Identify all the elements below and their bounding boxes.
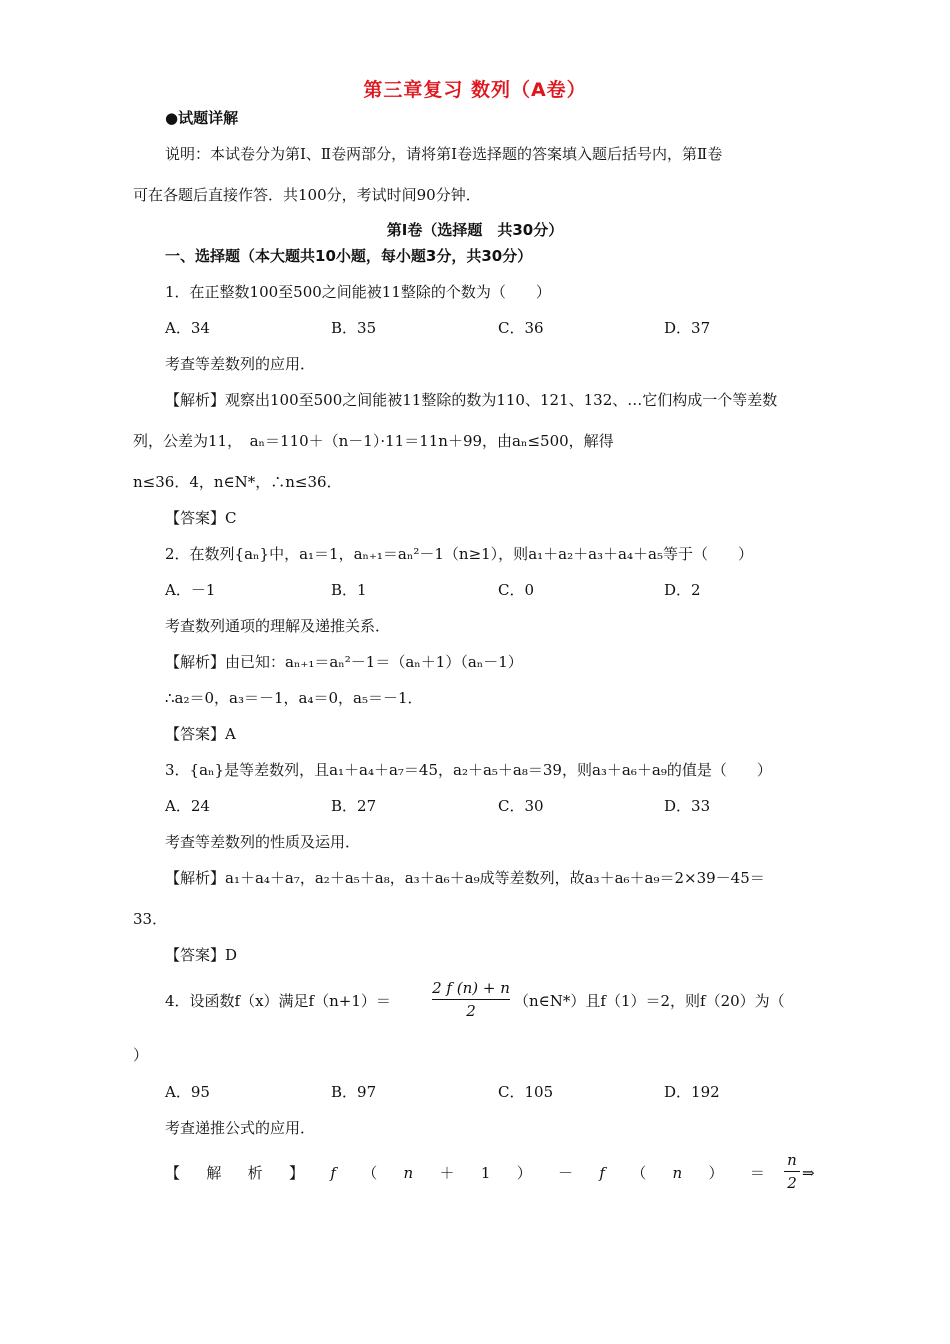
analysis-token: ＝ [749, 1164, 765, 1182]
question-3-analysis-2: 33． [133, 910, 168, 928]
question-4-analysis [165, 1163, 765, 1183]
question-2-topic: 考查数列通项的理解及递推关系． [165, 617, 391, 635]
question-2-option-a: A．－1 [165, 581, 216, 599]
question-2-answer: 【答案】A [165, 725, 236, 743]
question-1-answer: 【答案】C [165, 509, 237, 527]
question-1-analysis-3: n≤36．4，n∈N*，∴n≤36． [133, 473, 342, 491]
question-2-option-c: C．0 [498, 581, 535, 599]
analysis-token: ） [708, 1164, 724, 1182]
question-4-fraction-denominator: 2 [466, 1002, 476, 1020]
analysis-token: n [403, 1164, 414, 1182]
question-1-topic: 考查等差数列的应用． [165, 355, 316, 373]
question-4-option-c: C．105 [498, 1083, 554, 1101]
question-4-stem-tail: ） [133, 1046, 149, 1064]
analysis-token: ） [516, 1164, 532, 1182]
question-1-analysis-2: 列，公差为11， aₙ＝110＋（n－1）·11＝11n＋99，由aₙ≤500，解得 [133, 432, 614, 450]
question-4-fraction-numerator: 2 f (n) + n [432, 979, 510, 997]
question-2-stem: 2．在数列{aₙ}中，a₁＝1，aₙ₊₁＝aₙ²－1（n≥1），则a₁＋a₂＋a₃＋a₄＋a₅等于（ ） [165, 545, 753, 563]
question-2-analysis-2: ∴a₂＝0，a₃＝－1，a₄＝0，a₅＝－1． [165, 689, 423, 707]
question-3-option-c: C．30 [498, 797, 544, 815]
intro-line-1: 说明：本试卷分为第Ⅰ、Ⅱ卷两部分，请将第Ⅰ卷选择题的答案填入题后括号内，第Ⅱ卷 [165, 145, 723, 163]
analysis-token: n [672, 1164, 683, 1182]
question-1-option-d: D．37 [664, 319, 711, 337]
question-3-option-b: B．27 [331, 797, 377, 815]
question-2-option-d: D．2 [664, 581, 701, 599]
question-4-analysis-implies: ⇒ [802, 1164, 815, 1182]
question-2-analysis-1: 【解析】由已知：aₙ₊₁＝aₙ²－1＝（aₙ＋1）（aₙ－1） [165, 653, 523, 671]
question-1-option-c: C．36 [498, 319, 544, 337]
question-1-option-a: A．34 [165, 319, 210, 337]
question-4-stem-post: （n∈N*）且f（1）＝2，则f（20）为（ [514, 992, 785, 1010]
analysis-token: ＋ [439, 1164, 455, 1182]
intro-line-2: 可在各题后直接作答．共100分，考试时间90分钟． [133, 186, 481, 204]
question-1-analysis-1: 【解析】观察出100至500之间能被11整除的数为110、121、132、…它们构成一个等差数 [165, 391, 778, 409]
analysis-token: （ [631, 1164, 647, 1182]
section-heading: ●试题详解 [165, 109, 239, 127]
question-3-topic: 考查等差数列的性质及运用． [165, 833, 361, 851]
question-3-answer: 【答案】D [165, 946, 238, 964]
question-4-fraction [432, 978, 510, 1021]
question-4-option-a: A．95 [165, 1083, 210, 1101]
analysis-token: 】 [288, 1164, 304, 1182]
part1-subtitle: 一、选择题（本大题共10小题，每小题3分，共30分） [165, 247, 533, 265]
analysis-token: － [558, 1164, 574, 1182]
analysis-token: 解 [206, 1164, 222, 1182]
page-title: 第三章复习 数列（A卷） [363, 79, 587, 101]
question-4-option-d: D．192 [664, 1083, 720, 1101]
fraction-bar [432, 999, 510, 1000]
question-3-option-a: A．24 [165, 797, 210, 815]
question-4-topic: 考查递推公式的应用． [165, 1119, 316, 1137]
analysis-token: f [599, 1164, 605, 1182]
question-1-option-b: B．35 [331, 319, 377, 337]
analysis-token: 1 [480, 1164, 491, 1182]
analysis-token: 【 [165, 1164, 181, 1182]
fraction-bar [784, 1171, 800, 1172]
question-4-option-b: B．97 [331, 1083, 377, 1101]
question-3-option-d: D．33 [664, 797, 711, 815]
analysis-fraction-denominator: 2 [787, 1174, 797, 1192]
analysis-token: （ [362, 1164, 378, 1182]
question-3-analysis-1: 【解析】a₁＋a₄＋a₇，a₂＋a₅＋a₈，a₃＋a₆＋a₉成等差数列，故a₃＋a₆＋a₉＝2×39－45＝ [165, 869, 765, 887]
question-4-stem-pre: 4．设函数f（x）满足f（n+1）＝ [165, 992, 391, 1010]
analysis-token: f [330, 1164, 336, 1182]
analysis-token: 析 [247, 1164, 263, 1182]
question-1-stem: 1．在正整数100至500之间能被11整除的个数为（ ） [165, 283, 551, 301]
question-2-option-b: B．1 [331, 581, 367, 599]
question-3-stem: 3．{aₙ}是等差数列，且a₁＋a₄＋a₇＝45，a₂＋a₅＋a₈＝39，则a₃＋a₆＋a₉的值是（ ） [165, 761, 772, 779]
question-4-analysis-fraction [784, 1150, 800, 1193]
part1-title: 第Ⅰ卷（选择题 共30分） [386, 221, 564, 239]
analysis-fraction-numerator: n [787, 1151, 797, 1169]
